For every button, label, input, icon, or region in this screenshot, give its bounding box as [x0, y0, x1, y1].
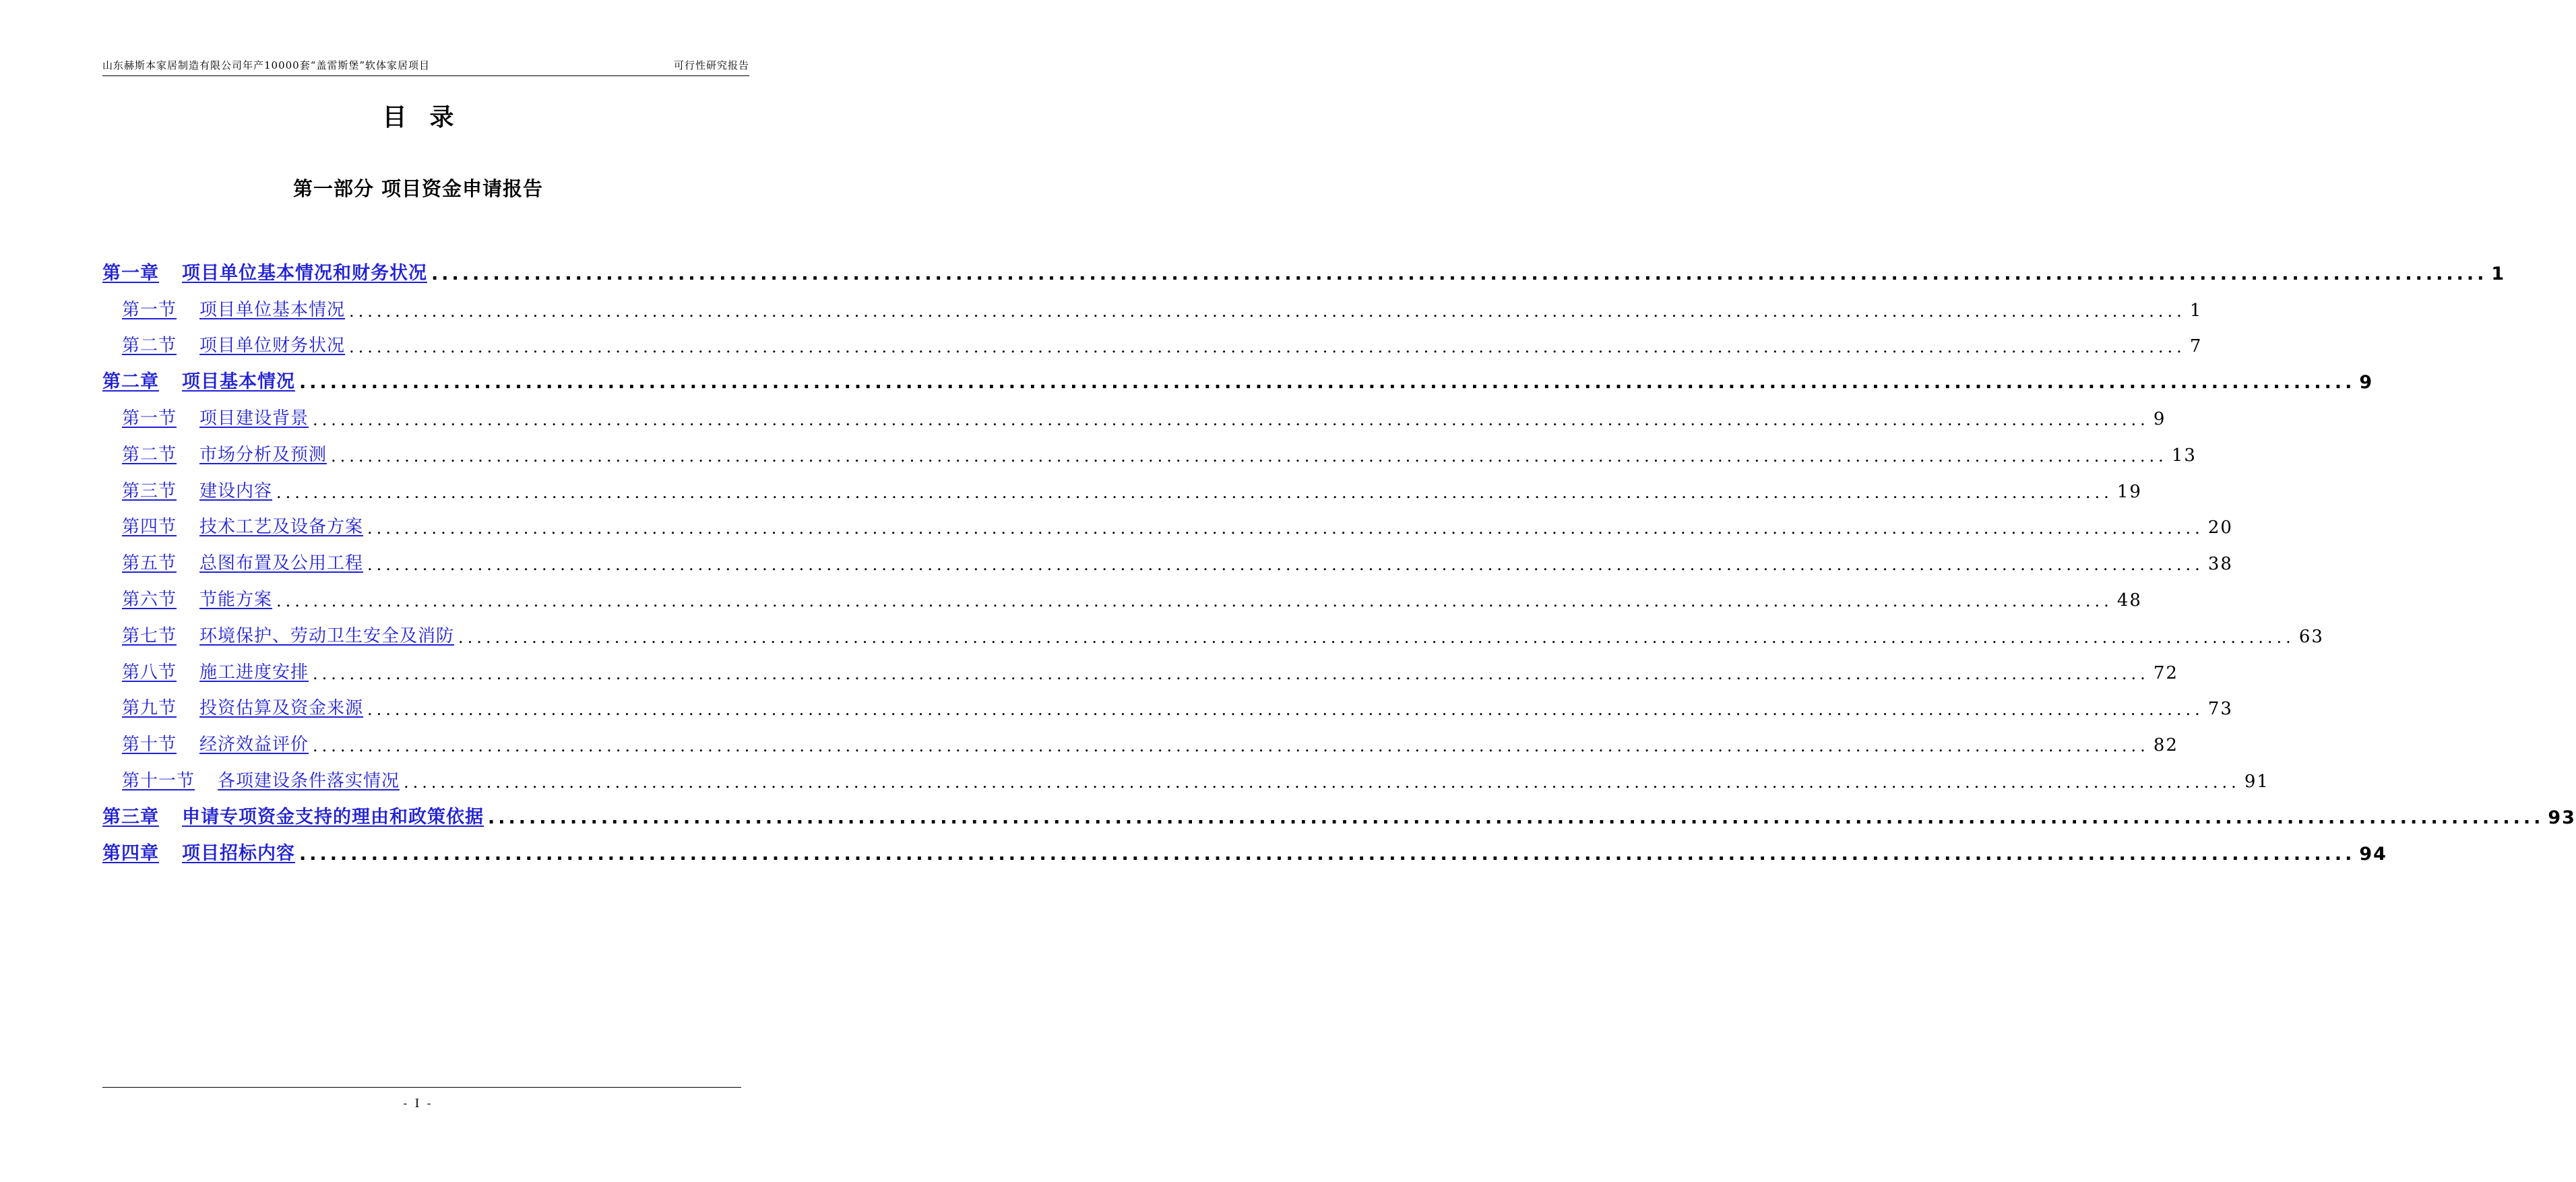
- toc-dot-leader: ........................................................................................................................................................................................................: [313, 664, 2149, 683]
- toc-dot-leader: ........................................................................................................................................................................................................: [349, 338, 2186, 357]
- toc-entry-number: 第十节: [122, 735, 177, 755]
- toc-dot-leader: ........................................................................................................................................................................................................: [367, 519, 2204, 538]
- toc-section-entry: [102, 502, 2233, 538]
- toc-page-number: 20: [2207, 518, 2233, 538]
- toc-dot-leader: ........................................................................................................................................................................................................: [276, 483, 2113, 502]
- toc-entry-number: 第四章: [102, 842, 159, 864]
- toc-entry-number: 第六节: [122, 589, 177, 610]
- toc-entry-title: 施工进度安排: [199, 662, 309, 683]
- toc-chapter-link[interactable]: [102, 258, 427, 284]
- toc-section-entry: [102, 683, 2233, 720]
- toc-chapter-link[interactable]: [102, 838, 295, 865]
- page-number: - I -: [403, 1097, 433, 1111]
- toc-section-entry: [102, 393, 2166, 429]
- toc-entry-number: 第四节: [122, 517, 177, 538]
- toc-page-number: 1: [2491, 263, 2506, 284]
- toc-dot-leader: ........................................................................................................................................................................................................: [431, 263, 2488, 284]
- toc-section-link[interactable]: [122, 586, 272, 611]
- table-of-contents: [102, 248, 2576, 865]
- toc-section-entry: [102, 755, 2269, 792]
- toc-dot-leader: ........................................................................................................................................................................................................: [331, 446, 2168, 466]
- toc-entry-title: 项目单位基本情况和财务状况: [182, 262, 427, 284]
- toc-title: 目录: [382, 104, 477, 131]
- toc-section-entry: [102, 538, 2233, 575]
- toc-dot-leader: ........................................................................................................................................................................................................: [349, 301, 2186, 321]
- toc-section-entry: [102, 574, 2142, 611]
- toc-entry-title: 技术工艺及设备方案: [199, 517, 364, 538]
- toc-entry-title: 各项建设条件落实情况: [218, 770, 400, 791]
- toc-page-number: 93: [2548, 807, 2576, 828]
- toc-entry-title: 环境保护、劳动卫生安全及消防: [199, 625, 455, 646]
- toc-page-number: 94: [2359, 843, 2387, 865]
- toc-entry-title: 投资估算及资金来源: [199, 698, 364, 719]
- toc-section-link[interactable]: [122, 404, 309, 429]
- toc-section-entry: [102, 611, 2324, 647]
- toc-entry-title: 申请专项资金支持的理由和政策依据: [182, 806, 484, 828]
- toc-entry-number: 第二章: [102, 371, 159, 393]
- toc-entry-title: 项目建设背景: [199, 408, 309, 429]
- toc-entry-title: 总图布置及公用工程: [199, 553, 364, 574]
- toc-section-link[interactable]: [122, 296, 345, 321]
- toc-dot-leader: ........................................................................................................................................................................................................: [404, 772, 2240, 792]
- toc-page-number: 73: [2207, 699, 2233, 720]
- toc-section-entry: [102, 321, 2203, 357]
- part-title: 第一部分 项目资金申请报告: [292, 177, 544, 200]
- toc-section-link[interactable]: [122, 658, 309, 683]
- toc-entry-number: 第二节: [122, 336, 177, 356]
- toc-entry-number: 第七节: [122, 625, 177, 646]
- toc-page-number: 72: [2153, 662, 2178, 683]
- toc-dot-leader: ........................................................................................................................................................................................................: [313, 737, 2149, 756]
- toc-section-link[interactable]: [122, 622, 454, 647]
- toc-page-number: 63: [2298, 626, 2324, 647]
- toc-page-number: 9: [2359, 372, 2374, 394]
- toc-entry-number: 第一章: [102, 262, 159, 284]
- toc-dot-leader: ........................................................................................................................................................................................................: [367, 555, 2204, 575]
- toc-section-link[interactable]: [122, 513, 363, 538]
- toc-section-link[interactable]: [122, 694, 363, 719]
- toc-chapter-entry: [102, 356, 2374, 394]
- toc-entry-number: 第二节: [122, 444, 177, 465]
- toc-entry-title: 建设内容: [199, 480, 273, 501]
- toc-section-link[interactable]: [122, 730, 309, 755]
- toc-entry-number: 第五节: [122, 553, 177, 574]
- toc-page-number: 82: [2153, 735, 2178, 756]
- toc-dot-leader: ........................................................................................................................................................................................................: [367, 700, 2204, 720]
- toc-section-link[interactable]: [122, 441, 327, 466]
- toc-entry-title: 市场分析及预测: [199, 444, 327, 465]
- toc-page-number: 91: [2244, 771, 2269, 792]
- toc-chapter-entry: [102, 828, 2387, 865]
- toc-page-number: 7: [2189, 336, 2203, 357]
- toc-section-link[interactable]: [122, 767, 400, 792]
- toc-entry-title: 项目基本情况: [182, 371, 295, 393]
- toc-dot-leader: ........................................................................................................................................................................................................: [299, 843, 2356, 865]
- toc-section-link[interactable]: [122, 332, 345, 356]
- toc-section-link[interactable]: [122, 477, 272, 502]
- toc-dot-leader: ........................................................................................................................................................................................................: [488, 807, 2544, 828]
- toc-page-number: 1: [2189, 300, 2203, 321]
- toc-chapter-link[interactable]: [102, 802, 484, 828]
- toc-page-number: 38: [2207, 554, 2233, 575]
- toc-chapter-entry: [102, 792, 2576, 828]
- header-report-type: 可行性研究报告: [673, 59, 749, 71]
- toc-dot-leader: ........................................................................................................................................................................................................: [313, 410, 2149, 429]
- toc-entry-title: 项目招标内容: [182, 842, 295, 864]
- toc-page-number: 13: [2171, 445, 2197, 466]
- toc-section-entry: [102, 429, 2197, 466]
- toc-entry-number: 第九节: [122, 698, 177, 719]
- toc-entry-number: 第三节: [122, 480, 177, 501]
- toc-chapter-link[interactable]: [102, 367, 295, 393]
- toc-dot-leader: ........................................................................................................................................................................................................: [458, 627, 2295, 647]
- toc-entry-number: 第一节: [122, 408, 177, 429]
- toc-section-entry: [102, 647, 2178, 683]
- toc-section-entry: [102, 284, 2203, 321]
- toc-dot-leader: ........................................................................................................................................................................................................: [276, 591, 2113, 611]
- toc-page-number: 48: [2116, 590, 2142, 611]
- toc-entry-number: 第十一节: [122, 770, 195, 791]
- toc-dot-leader: ........................................................................................................................................................................................................: [299, 372, 2356, 394]
- footer-divider: [102, 1087, 741, 1088]
- toc-page-number: 19: [2116, 481, 2142, 502]
- toc-section-entry: [102, 466, 2142, 502]
- header-document-title: 山东赫斯本家居制造有限公司年产10000套“盖雷斯堡”软体家居项目: [102, 59, 431, 71]
- toc-section-entry: [102, 719, 2178, 756]
- toc-entry-title: 经济效益评价: [199, 735, 309, 755]
- toc-entry-title: 节能方案: [199, 589, 273, 610]
- page-header: [102, 57, 749, 76]
- toc-entry-number: 第八节: [122, 662, 177, 683]
- toc-entry-title: 项目单位财务状况: [199, 336, 346, 356]
- toc-entry-title: 项目单位基本情况: [199, 299, 346, 320]
- toc-chapter-entry: [102, 248, 2506, 284]
- toc-section-link[interactable]: [122, 549, 363, 574]
- toc-page-number: 9: [2153, 408, 2166, 429]
- toc-entry-number: 第三章: [102, 806, 159, 828]
- toc-entry-number: 第一节: [122, 299, 177, 320]
